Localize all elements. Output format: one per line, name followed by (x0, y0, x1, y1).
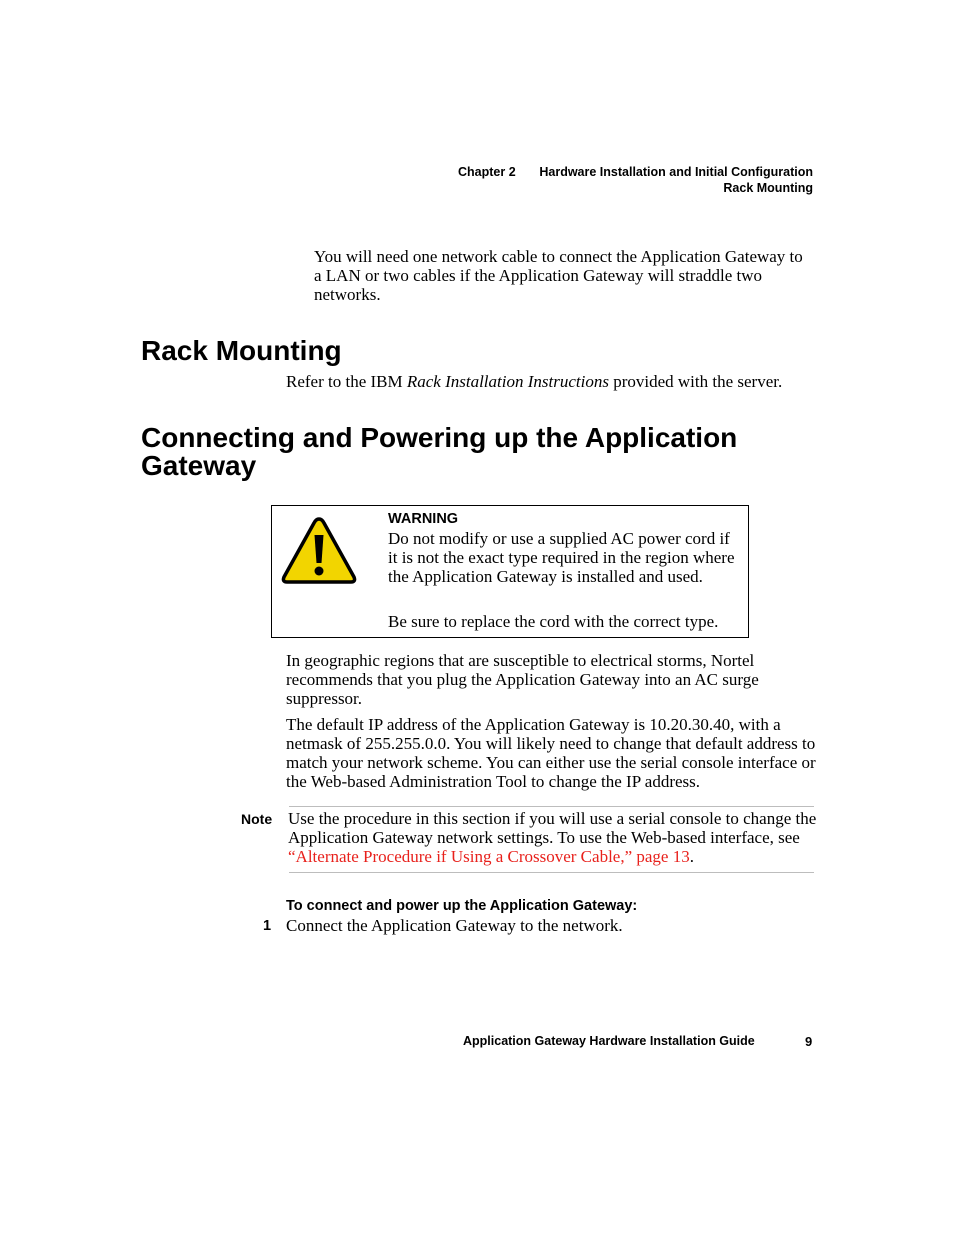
rack-text-before: Refer to the IBM (286, 372, 407, 391)
storms-paragraph: In geographic regions that are susceptible to electrical storms, Nortel recommends that you plug the Application Gateway into an AC surge suppressor. (286, 651, 759, 708)
warning-text-replace: Be sure to replace the cord with the correct type. (388, 612, 719, 631)
note-text-after: . (689, 847, 694, 866)
header-section-title: Rack Mounting (723, 181, 813, 195)
note-label: Note (241, 811, 273, 827)
footer-guide-title: Application Gateway Hardware Installation Guide (463, 1034, 755, 1048)
header-chapter-title: Hardware Installation and Initial Configuration (539, 165, 813, 179)
warning-box (271, 505, 749, 638)
warning-title: WARNING (388, 511, 459, 527)
note-text (288, 809, 818, 866)
footer-page-number: 9 (805, 1034, 813, 1049)
header-chapter: Chapter 2 (458, 165, 516, 179)
warning-triangle-icon (280, 515, 358, 585)
step-number: 1 (263, 918, 272, 934)
default-ip-paragraph: The default IP address of the Application Gateway is 10.20.30.40, with a netmask of 255.255.0.0. You will likely need to change that default address to match your network scheme. You can either use the serial console interface or the Web-based Administration Tool to change the IP address. (286, 715, 816, 791)
rack-mounting-heading: Rack Mounting (141, 335, 342, 366)
intro-paragraph: You will need one network cable to connect the Application Gateway to a LAN or two cables if the Application Gateway will straddle two networks. (314, 247, 803, 304)
note-text-before: Use the procedure in this section if you will use a serial console to change the Application Gateway network settings. To use the Web-based interface, see (288, 809, 817, 847)
connecting-heading: Connecting and Powering up the Application Gateway (141, 422, 738, 481)
procedure-title: To connect and power up the Application Gateway: (286, 898, 638, 914)
crossover-cable-link[interactable]: “Alternate Procedure if Using a Crossover Cable,” page 13 (288, 847, 690, 866)
rack-text-after: provided with the server. (608, 372, 783, 391)
rack-installation-title: Rack Installation Instructions (406, 372, 609, 391)
note-bottom-rule (289, 872, 814, 873)
warning-text: Do not modify or use a supplied AC power cord if it is not the exact type required in the region where the Application Gateway is installed and used. (388, 529, 735, 586)
note-top-rule (289, 806, 814, 807)
rack-reference-paragraph (286, 372, 816, 391)
step-text: Connect the Application Gateway to the network. (286, 916, 623, 935)
